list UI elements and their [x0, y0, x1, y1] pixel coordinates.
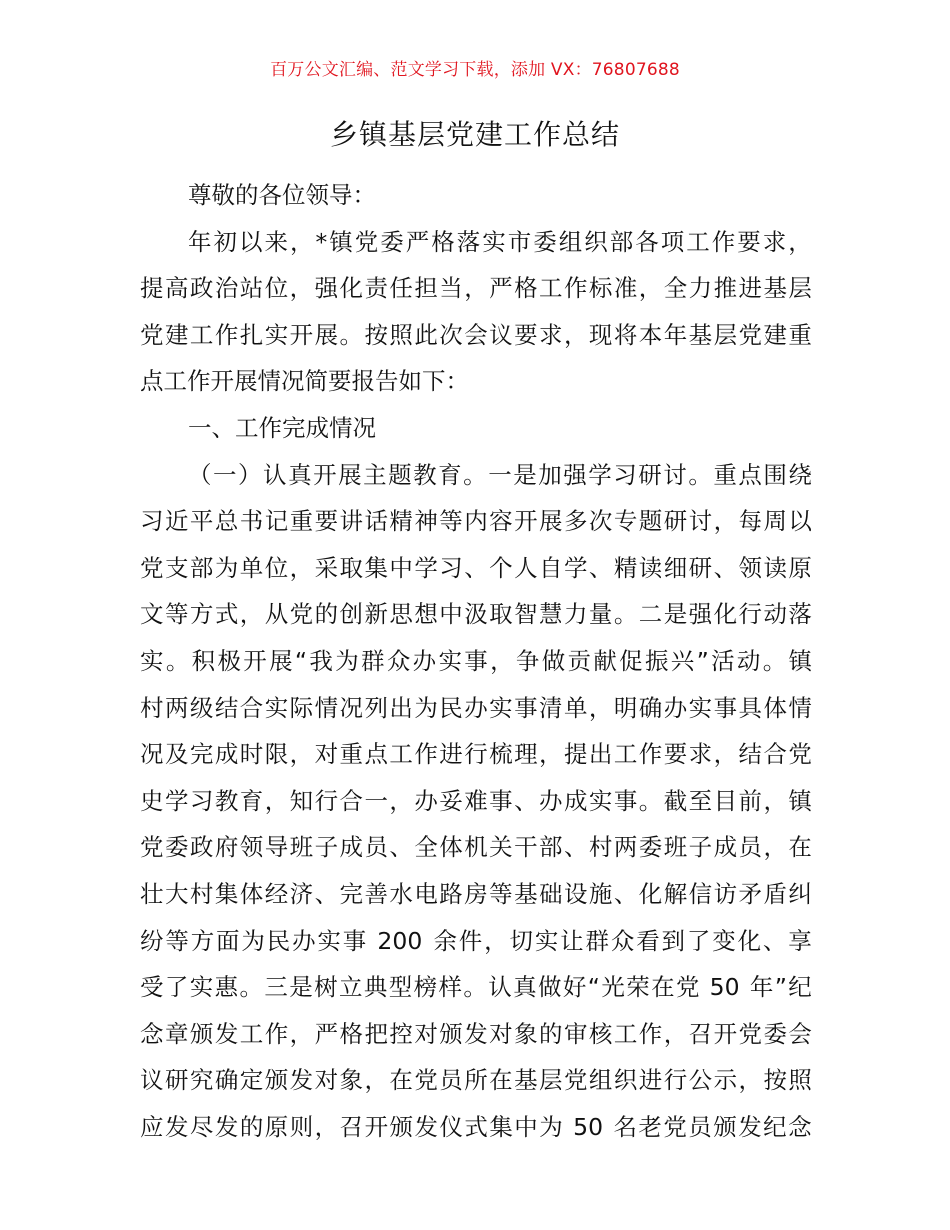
paragraph-line: 实 。 积 极 开 展 “ 我 为 群 众 办 实 事 ， 争 做 贡 献 促 振 兴 ” 活 动 。 镇	[140, 646, 812, 675]
paragraph-line: （ 一 ） 认 真 开 展 主 题 教 育 。 一 是 加 强 学 习 研 讨 。 重 点 围 绕	[188, 460, 812, 489]
paragraph-line: 点工作开展情况简要报告如下：	[140, 367, 469, 396]
paragraph-line: 受 了 实 惠 。 三 是 树 立 典 型 榜 样 。 认 真 做 好 “ 光 荣 在 党 50 年 ” 纪	[140, 973, 812, 1002]
paragraph-line: 年 初 以 来 ， * 镇 党 委 严 格 落 实 市 委 组 织 部 各 项 工 作 要 求 ，	[188, 227, 812, 256]
paragraph-line: 提 高 政 治 站 位 ， 强 化 责 任 担 当 ， 严 格 工 作 标 准 ， 全 力 推 进 基 层	[140, 274, 812, 303]
paragraph-line: 况 及 完 成 时 限 ， 对 重 点 工 作 进 行 梳 理 ， 提 出 工 作 要 求 ， 结 合 党	[140, 740, 812, 769]
paragraph-line: 党 建 工 作 扎 实 开 展 。 按 照 此 次 会 议 要 求 ， 现 将 本 年 基 层 党 建 重	[140, 320, 812, 349]
promo-header: 百万公文汇编、范文学习下载，添加 VX：76807688	[270, 60, 680, 80]
paragraph-line: 念 章 颁 发 工 作 ， 严 格 把 控 对 颁 发 对 象 的 审 核 工 作 ， 召 开 党 委 会	[140, 1019, 812, 1048]
document-body	[140, 172, 812, 1150]
paragraph-line: 尊敬的各位领导：	[188, 181, 376, 209]
document-title: 乡镇基层党建工作总结	[329, 118, 620, 151]
paragraph-line: 壮 大 村 集 体 经 济 、 完 善 水 电 路 房 等 基 础 设 施 、 化 解 信 访 矛 盾 纠	[140, 879, 812, 908]
paragraph-line: 文 等 方 式 ， 从 党 的 创 新 思 想 中 汲 取 智 慧 力 量 。 二 是 强 化 行 动 落	[140, 600, 812, 629]
paragraph-line: 议 研 究 确 定 颁 发 对 象 ， 在 党 员 所 在 基 层 党 组 织 进 行 公 示 ， 按 照	[140, 1066, 812, 1095]
paragraph-line: 一、工作完成情况	[188, 413, 376, 442]
paragraph-line: 史 学 习 教 育 ， 知 行 合 一 ， 办 妥 难 事 、 办 成 实 事 。 截 至 目 前 ， 镇	[140, 786, 812, 815]
paragraph-line: 纷 等 方 面 为 民 办 实 事 200 余 件 ， 切 实 让 群 众 看 到 了 变 化 、 享	[140, 926, 812, 955]
paragraph-line: 党 委 政 府 领 导 班 子 成 员 、 全 体 机 关 干 部 、 村 两 委 班 子 成 员 ， 在	[140, 833, 812, 862]
paragraph-line: 习 近 平 总 书 记 重 要 讲 话 精 神 等 内 容 开 展 多 次 专 题 研 讨 ， 每 周 以	[140, 507, 812, 536]
paragraph-line: 应 发 尽 发 的 原 则 ， 召 开 颁 发 仪 式 集 中 为 50 名 老 党 员 颁 发 纪 念	[140, 1112, 812, 1141]
paragraph-line: 村 两 级 结 合 实 际 情 况 列 出 为 民 办 实 事 清 单 ， 明 确 办 实 事 具 体 情	[140, 693, 812, 722]
paragraph-line: 党 支 部 为 单 位 ， 采 取 集 中 学 习 、 个 人 自 学 、 精 读 细 研 、 领 读 原	[140, 553, 812, 582]
